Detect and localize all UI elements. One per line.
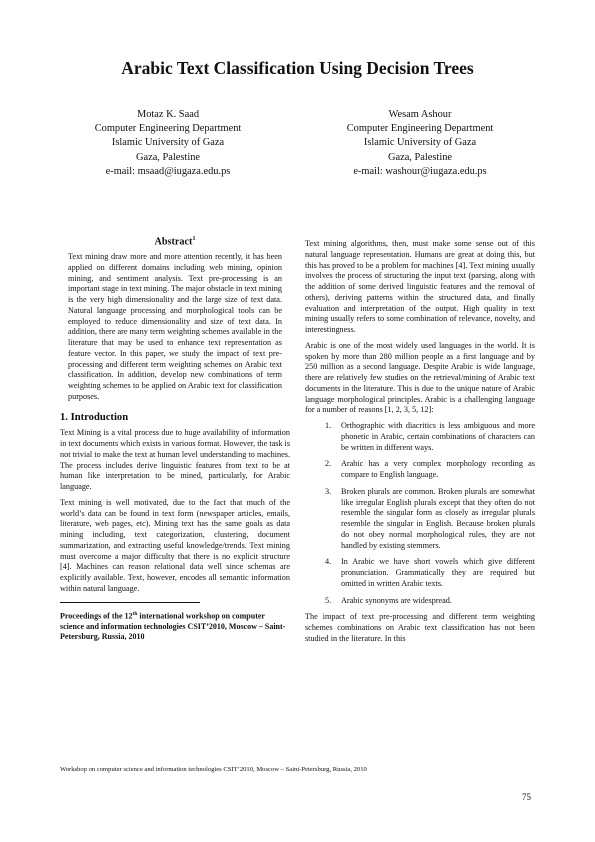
list-item <box>325 487 535 552</box>
list-number: 3. <box>325 486 332 496</box>
list-text: Arabic has a very complex morphology recording as compare to English language. <box>341 459 535 479</box>
list-item <box>325 459 535 481</box>
author-block-2 <box>320 108 520 179</box>
intro-paragraph-2: Text mining is well motivated, due to the fact that much of the world’s data can be found in text form (newspaper articles, emails, literature, web pages, etc). Mining text has the same goals as data mining including, text categorization, clustering, document summarization, and extracting useful knowledge/trends. Text mining must overcome a major difficulty that there is no explicit structure [4]. Machines can reason relational data well since schemas are explicitly available. Text, however, encodes all semantic information within natural language. <box>60 497 290 593</box>
right-paragraph-2: Arabic is one of the most widely used languages in the world. It is spoken by more than 280 million people as a first language and by 250 million as a second language. Despite Arabic is wide language, there are relatively few studies on the retrieval/mining of Arabic text documents in the literature. This is due to the unique nature of Arabic language morphological principles. Arabic is a challenging language for a number of reasons [1, 2, 3, 5, 12]: <box>305 340 535 415</box>
reasons-list <box>305 421 535 606</box>
author-name: Motaz K. Saad <box>136 109 200 120</box>
list-text: Broken plurals are common. Broken plurals are somewhat like irregular English plurals except that they often do not resemble the singular form as closely as irregular plurals resemble the singular in English. Because broken plurals do not obey normal morphological rules, they are not handled by existing stemmers. <box>341 486 535 550</box>
section-heading-introduction: 1. Introduction <box>60 411 129 423</box>
list-item <box>325 421 535 453</box>
footnote-text-end: international workshop on computer science and information technologies CSIT’2010, Moscow – Saint-Petersburg, Russia, 2010 <box>60 611 286 642</box>
abstract-heading <box>60 234 290 248</box>
author-email: e-mail: msaad@iugaza.edu.ps <box>105 165 231 177</box>
intro-paragraph-1: Text Mining is a vital process due to huge availability of information in text documents which exists in various format. However, the task is not trivial to make the text at human level understanding to machines. The process includes derive linguistic features from text to be at human like interpretation to be mined, particularly, for Arabic language. <box>60 428 291 492</box>
right-paragraph-1: Text mining algorithms, then, must make some sense out of this natural language representation. Humans are great at doing this, but this has proved to be a problem for machines [4]. Text mining usually involves the process of structuring the input text (parsing, along with the addition of some derived linguistic features and the removal of others), deriving patterns within the structured data, and finally evaluation and interpretation of the output. High quality in text mining usually refers to some combination of relevance, novelty, and interestingness. <box>305 239 535 334</box>
right-paragraph-3: The impact of text pre-processing and different term weighting schemes combinations on Arabic text classification has not been studied in the literature. In this <box>305 612 535 643</box>
left-column <box>60 234 290 643</box>
footnote-text-start: Proceedings of the 12 <box>60 611 133 621</box>
abstract-heading-text: Abstract <box>154 236 193 248</box>
workshop-footer: Workshop on computer science and information technologies CSIT’2010, Moscow – Saint-Petersburg, Russia, 2010 <box>60 766 367 773</box>
list-text: Arabic synonyms are widespread. <box>341 595 452 605</box>
list-number: 2. <box>325 459 332 469</box>
abstract-text: Text mining draw more and more attention recently, it has been applied on different domains including web mining, opinion mining, and sentiment analysis. Text pre-processing is an important stage in text mining. The major obstacle in text mining is the very high dimensionality and the large size of text data. Natural language processing and morphological tools can be employed to reduce dimensionality and size of text data. In addition, there are many term weighting schemes available in the literature that may be used to enhance text representation as feature vector. In this paper, we study the impact of text pre-processing and different term weighting schemes on Arabic text classification. In addition, develop new combinations of term weighting schemes to be applied on Arabic text for classification purposes. <box>68 252 282 401</box>
footnote-divider <box>60 602 200 603</box>
list-text: Orthographic with diacritics is less ambiguous and more phonetic in Arabic, certain combinations of characters can be written in different ways. <box>341 421 535 452</box>
author-department: Computer Engineering Department <box>346 123 494 135</box>
list-number: 4. <box>325 557 332 567</box>
author-location: Gaza, Palestine <box>387 151 453 163</box>
author-block-1 <box>68 108 268 179</box>
list-number: 1. <box>325 421 332 430</box>
author-university: Islamic University of Gaza <box>363 137 477 149</box>
paper-title: Arabic Text Classification Using Decision Trees <box>121 58 474 78</box>
author-department: Computer Engineering Department <box>94 123 242 135</box>
footnote-superscript: th <box>132 610 138 617</box>
list-item <box>325 557 535 589</box>
list-number: 5. <box>325 595 332 605</box>
author-university: Islamic University of Gaza <box>111 137 225 149</box>
author-name: Wesam Ashour <box>388 109 452 120</box>
list-text: In Arabic we have short vowels which give different pronunciation. Grammatically they are required but omitted in written Arabic texts. <box>341 557 535 588</box>
right-column <box>305 239 535 650</box>
abstract-footnote-mark: 1 <box>192 236 196 242</box>
footnote <box>60 609 290 643</box>
author-email: e-mail: washour@iugaza.edu.ps <box>353 165 487 177</box>
author-location: Gaza, Palestine <box>135 151 201 163</box>
page-number: 75 <box>522 792 531 802</box>
list-item <box>325 596 535 607</box>
